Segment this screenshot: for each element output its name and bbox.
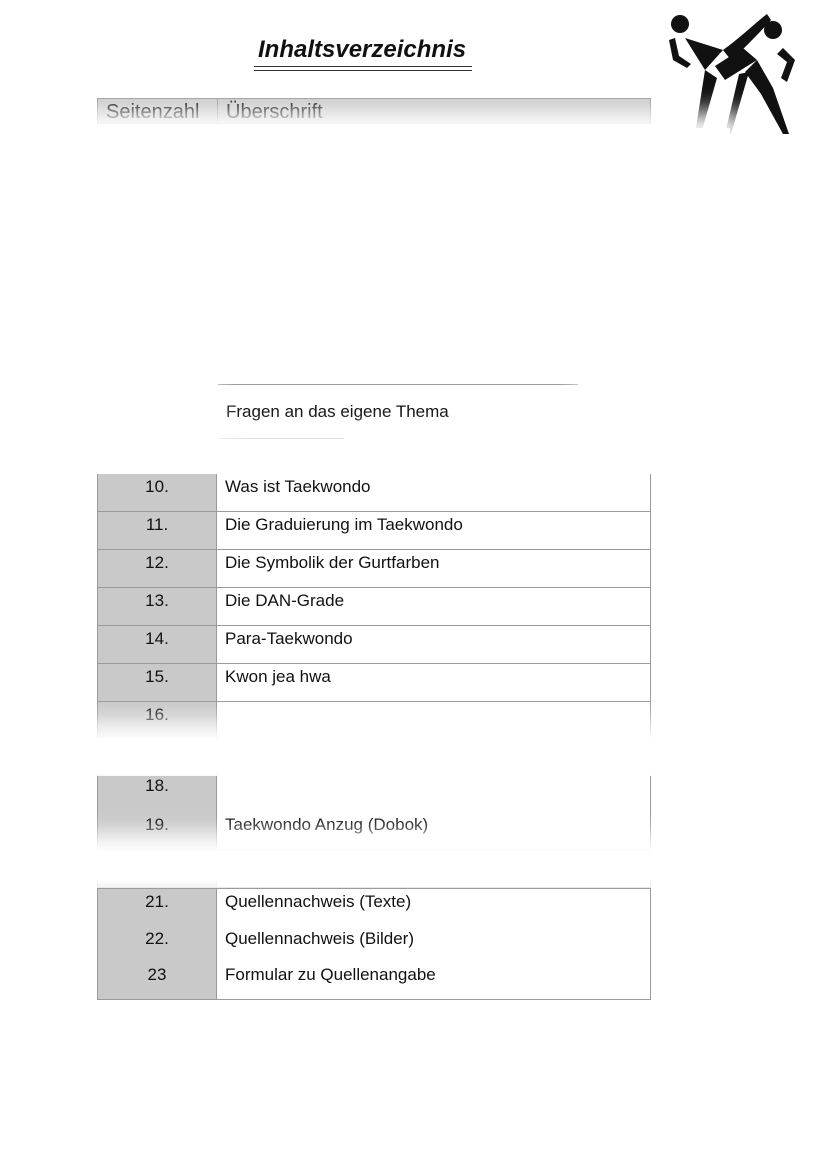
toc-title: Die Graduierung im Taekwondo [217, 512, 651, 550]
table-row [97, 664, 651, 702]
table-row [97, 588, 651, 626]
page-number: 11. [97, 512, 217, 550]
table-row [97, 626, 651, 664]
table-row [97, 512, 651, 550]
toc-title: Quellennachweis (Bilder) [217, 926, 651, 964]
table-row [97, 962, 651, 1000]
page-number: 23 [97, 962, 217, 1000]
page-number: 14. [97, 626, 217, 664]
page-number: 12. [97, 550, 217, 588]
header-ueberschrift: Überschrift [226, 101, 323, 123]
table-row [97, 776, 651, 814]
partial-toc-entry: Fragen an das eigene Thema [226, 402, 449, 421]
redacted-area-lower [120, 448, 690, 466]
title-underline [254, 66, 472, 67]
page-number: 21. [97, 889, 217, 927]
table-row [97, 888, 651, 926]
page-number: 13. [97, 588, 217, 626]
table-row [97, 474, 651, 512]
page-number: 10. [97, 474, 217, 512]
page-number: 22. [97, 926, 217, 964]
toc-title [217, 702, 651, 740]
table-row [97, 550, 651, 588]
page-number: 16. [97, 702, 217, 740]
partial-row-line [218, 438, 344, 439]
toc-title: Taekwondo Anzug (Dobok) [217, 812, 651, 850]
toc-title: Formular zu Quellenangabe [217, 962, 651, 1000]
toc-title: Die Symbolik der Gurtfarben [217, 550, 651, 588]
redacted-area-top [40, 128, 730, 378]
toc-title: Quellennachweis (Texte) [217, 889, 651, 927]
toc-title: Die DAN-Grade [217, 588, 651, 626]
toc-title: Para-Taekwondo [217, 626, 651, 664]
toc-title: Was ist Taekwondo [217, 474, 651, 512]
page-number: 19. [97, 812, 217, 850]
header-seitenzahl: Seitenzahl [98, 99, 218, 123]
taekwondo-kick-pictogram-icon [665, 8, 805, 138]
table-header-row [97, 98, 651, 124]
table-row [97, 702, 651, 740]
page-number: 18. [97, 776, 217, 814]
redacted-area-middle [95, 738, 705, 774]
toc-table-header [97, 98, 651, 124]
toc-title: Kwon jea hwa [217, 664, 651, 702]
page-number: 15. [97, 664, 217, 702]
document-title: Inhaltsverzeichnis [258, 36, 467, 63]
table-row [97, 812, 651, 850]
toc-title [217, 776, 651, 814]
partial-row-line [218, 384, 578, 385]
title-underline-second [254, 70, 472, 71]
table-row [97, 926, 651, 964]
redacted-area-bottom [60, 850, 670, 880]
